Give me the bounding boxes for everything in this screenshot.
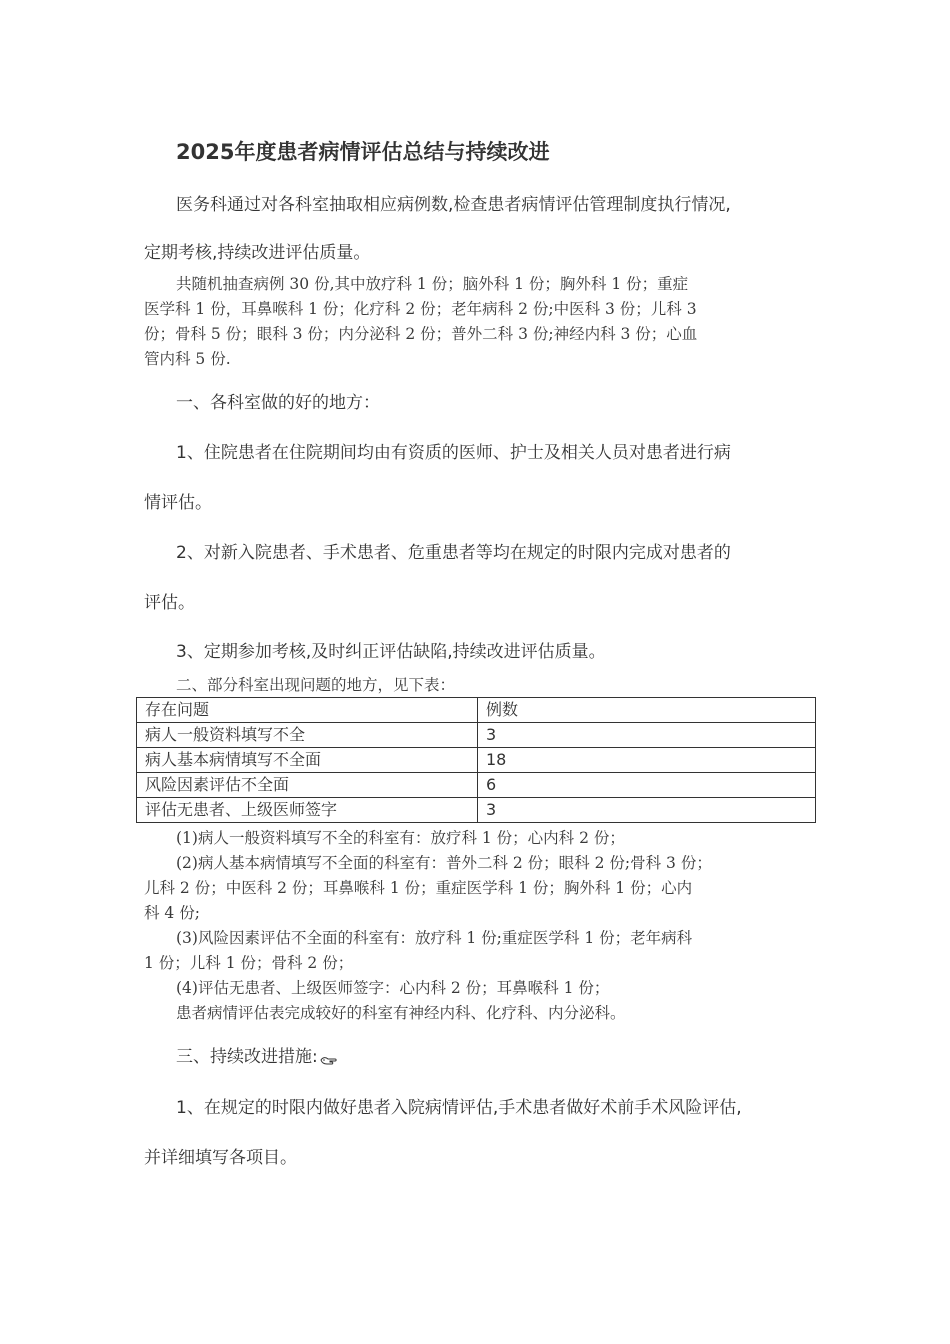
detail-line: 患者病情评估表完成较好的科室有神经内科、化疗科、内分泌科。 bbox=[176, 1004, 626, 1022]
table-cell: 18 bbox=[478, 748, 816, 773]
detail-line: (3)风险因素评估不全面的科室有：放疗科 1 份;重症医学科 1 份；老年病科 bbox=[176, 929, 693, 947]
table-row bbox=[137, 773, 816, 798]
detail-line: 儿科 2 份；中医科 2 份；耳鼻喉科 1 份；重症医学科 1 份；胸外科 1 份；心内 bbox=[144, 879, 693, 897]
section2-details bbox=[144, 826, 712, 1026]
table-header-cell: 存在问题 bbox=[137, 698, 478, 723]
sample-line: 医学科 1 份，耳鼻喉科 1 份；化疗科 2 份；老年病科 2 份;中医科 3 份；儿科 3 bbox=[144, 300, 697, 318]
section3-item1-line1: 1、在规定的时限内做好患者入院病情评估,手术患者做好术前手术风险评估, bbox=[176, 1098, 742, 1118]
table-row bbox=[137, 723, 816, 748]
detail-line: (4)评估无患者、上级医师签字：心内科 2 份；耳鼻喉科 1 份； bbox=[176, 979, 610, 997]
table-header-row bbox=[137, 698, 816, 723]
section2-heading: 二、部分科室出现问题的地方，见下表： bbox=[176, 676, 456, 694]
pointing-hand-icon bbox=[320, 1051, 338, 1063]
table-cell: 病人基本病情填写不全面 bbox=[137, 748, 478, 773]
detail-line: (2)病人基本病情填写不全面的科室有：普外二科 2 份；眼科 2 份;骨科 3 份； bbox=[176, 854, 712, 872]
table-cell: 风险因素评估不全面 bbox=[137, 773, 478, 798]
section1-heading: 一、各科室做的好的地方： bbox=[176, 393, 380, 413]
section3-item1-line2: 并详细填写各项目。 bbox=[144, 1148, 297, 1168]
table-header-cell: 例数 bbox=[478, 698, 816, 723]
section3-heading-wrap bbox=[176, 1042, 338, 1067]
detail-line: (1)病人一般资料填写不全的科室有：放疗科 1 份；心内科 2 份； bbox=[176, 829, 625, 847]
intro-line-2: 定期考核,持续改进评估质量。 bbox=[144, 243, 371, 263]
sample-paragraph bbox=[144, 272, 697, 372]
sample-line: 共随机抽查病例 30 份,其中放疗科 1 份；脑外科 1 份；胸外科 1 份；重症 bbox=[176, 275, 689, 293]
section1-item2-line2: 评估。 bbox=[144, 593, 195, 613]
intro-line-1: 医务科通过对各科室抽取相应病例数,检查患者病情评估管理制度执行情况, bbox=[176, 195, 731, 215]
section1-item1-line1: 1、住院患者在住院期间均由有资质的医师、护士及相关人员对患者进行病 bbox=[176, 443, 731, 463]
section1-item2-line1: 2、对新入院患者、手术患者、危重患者等均在规定的时限内完成对患者的 bbox=[176, 543, 731, 563]
document-title: 2025年度患者病情评估总结与持续改进 bbox=[176, 140, 550, 164]
section1-item1-line2: 情评估。 bbox=[144, 493, 212, 513]
section1-item3: 3、定期参加考核,及时纠正评估缺陷,持续改进评估质量。 bbox=[176, 642, 606, 662]
sample-line: 份；骨科 5 份；眼科 3 份；内分泌科 2 份；普外二科 3 份;神经内科 3 份；心血 bbox=[144, 325, 698, 343]
table-cell: 评估无患者、上级医师签字 bbox=[137, 798, 478, 823]
table-cell: 3 bbox=[478, 798, 816, 823]
detail-line: 科 4 份; bbox=[144, 904, 200, 922]
section3-heading: 三、持续改进措施: bbox=[176, 1047, 318, 1067]
detail-line: 1 份；儿科 1 份；骨科 2 份； bbox=[144, 954, 354, 972]
table-row bbox=[137, 748, 816, 773]
table-row bbox=[137, 798, 816, 823]
issues-table bbox=[136, 697, 816, 823]
table-cell: 6 bbox=[478, 773, 816, 798]
table-cell: 病人一般资料填写不全 bbox=[137, 723, 478, 748]
table-cell: 3 bbox=[478, 723, 816, 748]
sample-line: 管内科 5 份. bbox=[144, 350, 231, 368]
